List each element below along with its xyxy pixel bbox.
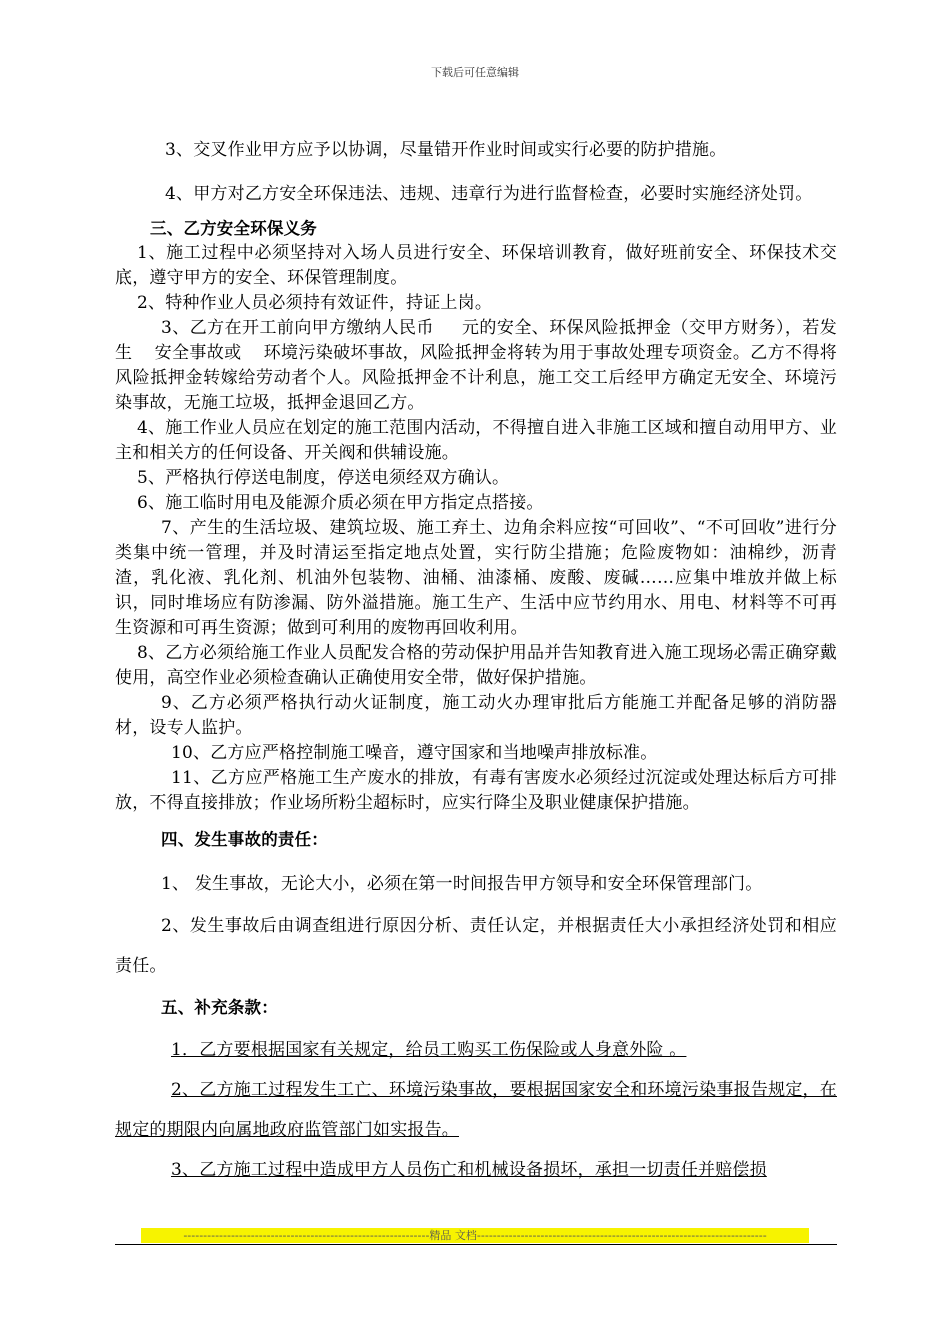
paragraph-certificates: 2、特种作业人员必须持有效证件，持证上岗。 (137, 293, 493, 313)
paragraph-cross-operation: 3、交叉作业甲方应予以协调，尽量错开作业时间或实行必要的防护措施。 (165, 140, 727, 160)
page-header: 下载后可任意编辑 (431, 66, 519, 79)
paragraph-deposit (115, 316, 837, 416)
paragraph-power: 5、严格执行停送电制度，停送电须经双方确认。 (137, 468, 510, 488)
section-heading-5: 五、补充条款： (161, 998, 278, 1017)
paragraph-work-area: 4、施工作业人员应在划定的施工范围内活动，不得擅自进入非施工区域和擅自动用甲方、业主和相关方的任何设备、开关阀和供辅设施。 (115, 418, 837, 463)
deposit-text-1: 3、乙方在开工前向甲方缴纳人民币 (161, 318, 440, 338)
paragraph-training: 1、施工过程中必须坚持对入场人员进行安全、环保培训教育，做好班前安全、环保技术交底，遵守甲方的安全、环保管理制度。 (115, 243, 837, 288)
deposit-text-4: 环境污染破坏事故，风险抵押金将转为用于事故处理专项资金。乙方不得将风险抵押金转嫁给劳动者个人。风险抵押金不计利息，施工交工后经甲方确定无安全、环境污染事故，无施工垃圾，抵押金退回乙方。 (115, 343, 837, 413)
paragraph-noise: 10、乙方应严格控制施工噪音，遵守国家和当地噪声排放标准。 (171, 743, 658, 763)
paragraph-wastewater: 11、乙方应严格施工生产废水的排放，有毒有害废水必须经过沉淀或处理达标后方可排放，不得直接排放；作业场所粉尘超标时，应实行降尘及职业健康保护措施。 (115, 768, 837, 813)
paragraph-hot-work: 9、乙方必须严格执行动火证制度，施工动火办理审批后方能施工并配备足够的消防器材，设专人监护。 (115, 693, 837, 738)
paragraph-temporary-power: 6、施工临时用电及能源介质必须在甲方指定点搭接。 (137, 493, 544, 513)
footer-divider (115, 1244, 837, 1245)
paragraph-accident-investigation: 2、发生事故后由调查组进行原因分析、责任认定，并根据责任大小承担经济处罚和相应责任。 (115, 916, 837, 976)
paragraph-accident-report: 1、 发生事故，无论大小，必须在第一时间报告甲方领导和安全环保管理部门。 (161, 874, 763, 894)
paragraph-insurance: 1．乙方要根据国家有关规定，给员工购买工伤保险或人身意外险 。 (171, 1040, 687, 1060)
paragraph-waste: 7、产生的生活垃圾、建筑垃圾、施工弃土、边角余料应按“可回收”、“不可回收”进行分类集中统一管理，并及时清运至指定地点处置，实行防尘措施；危险废物如：油棉纱，沥青渣，乳化液、乳化剂、机油外包装物、油桶、油漆桶、废酸、废碱……应集中堆放并做上标识，同时堆场应有防渗漏、防外溢措施。施工生产、生活中应节约用水、用电、材料等不可再生资源和可再生资源；做到可利用的废物再回收利用。 (115, 518, 837, 638)
deposit-text-3: 安全事故或 (154, 343, 242, 363)
document-body (115, 130, 837, 1190)
footer-banner: --------------------------------------------------------------精品 文档------------------------------------------------------------------------- (141, 1228, 809, 1243)
paragraph-damage-liability: 3、乙方施工过程中造成甲方人员伤亡和机械设备损坏，承担一切责任并赔偿损 (171, 1160, 767, 1180)
paragraph-supervision: 4、甲方对乙方安全环保违法、违规、违章行为进行监督检查，必要时实施经济处罚。 (165, 184, 813, 204)
deposit-text-2: 元的安全、环保风险抵押金（交甲方财务），若发生 (115, 318, 837, 363)
paragraph-protective-equipment: 8、乙方必须给施工作业人员配发合格的劳动保护用品并告知教育进入施工现场必需正确穿戴使用，高空作业必须检查确认正确使用安全带，做好保护措施。 (115, 643, 837, 688)
section-heading-4: 四、发生事故的责任： (161, 830, 328, 849)
section-heading-3: 三、乙方安全环保义务 (150, 219, 317, 238)
paragraph-fatality-report: 2、乙方施工过程发生工亡、环境污染事故，要根据国家安全和环境污染事报告规定，在规定的期限内向属地政府监管部门如实报告。 (115, 1080, 837, 1140)
